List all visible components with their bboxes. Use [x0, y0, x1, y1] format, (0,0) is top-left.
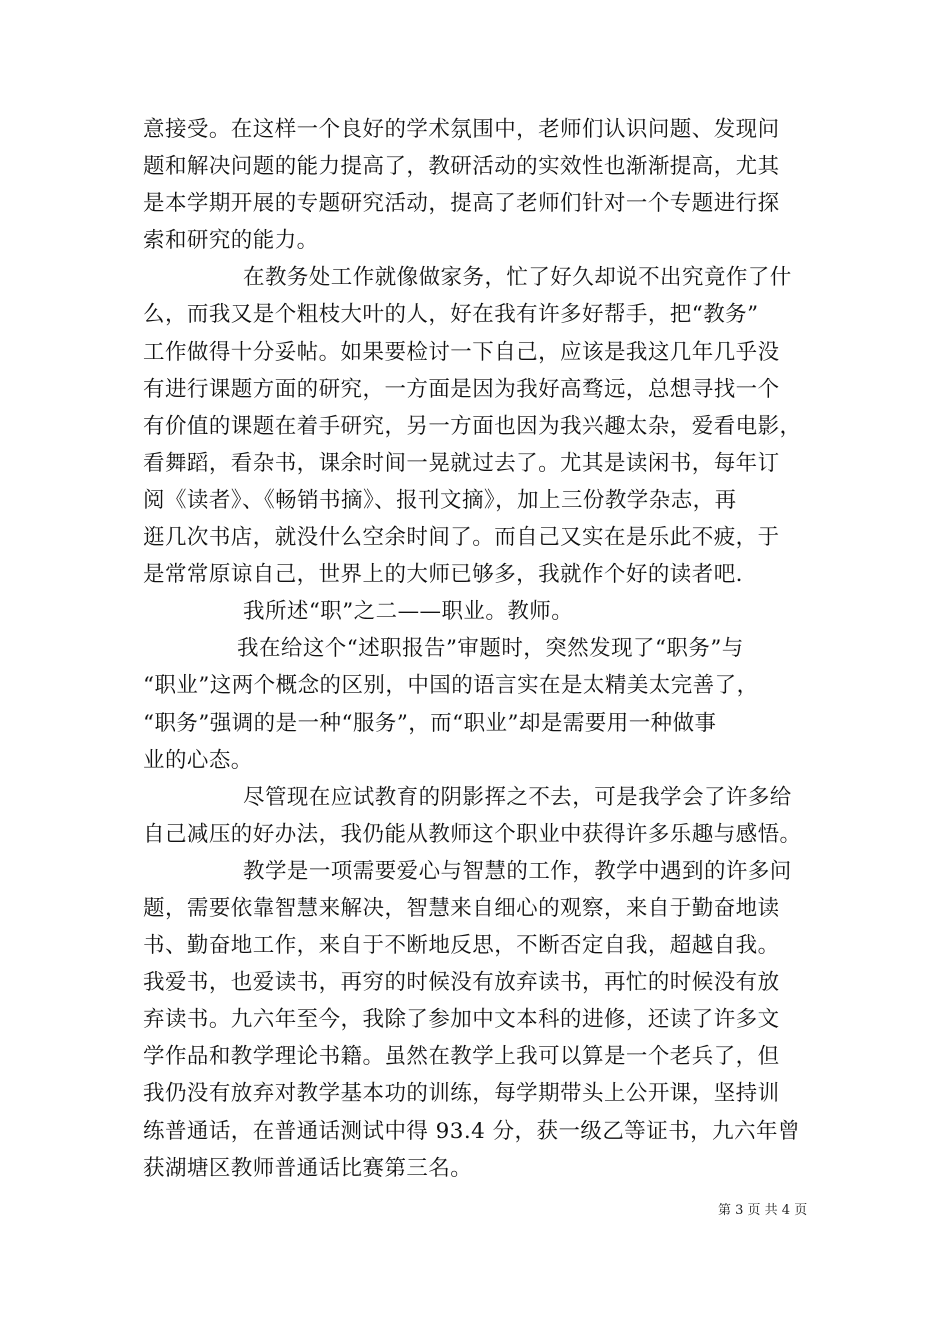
text-line: 我仍没有放弃对教学基本功的训练，每学期带头上公开课，坚持训	[143, 1081, 780, 1107]
text-line: 我在给这个“述职报告”审题时，突然发现了“职务”与	[237, 636, 744, 662]
text-line: 意接受。在这样一个良好的学术氛围中，老师们认识问题、发现问	[143, 117, 780, 142]
text-line: 自己减压的好办法，我仍能从教师这个职业中获得许多乐趣与感悟。	[143, 821, 802, 847]
text-line: “职务”强调的是一种“服务”，而“职业”却是需要用一种做事	[143, 710, 717, 736]
text-line: 弃读书。九六年至今，我除了参加中文本科的进修，还读了许多文	[143, 1007, 780, 1033]
text-line: 是本学期开展的专题研究活动，提高了老师们针对一个专题进行探	[143, 191, 780, 217]
text-line: 获湖塘区教师普通话比赛第三名。	[143, 1155, 473, 1181]
text-line: 尽管现在应试教育的阴影挥之不去，可是我学会了许多给	[243, 784, 792, 810]
text-line: 在教务处工作就像做家务，忙了好久却说不出究竟作了什	[243, 265, 792, 291]
text-line: 么，而我又是个粗枝大叶的人，好在我有许多好帮手，把“教务”	[143, 302, 759, 328]
text-line: 有价值的课题在着手研究，另一方面也因为我兴趣太杂，爱看电影，	[143, 413, 802, 439]
text-line: 题和解决问题的能力提高了，教研活动的实效性也渐渐提高，尤其	[143, 154, 780, 180]
text-line: 阅《读者》、《畅销书摘》、报刊文摘》，加上三份教学杂志，再	[143, 487, 737, 513]
text-line: 工作做得十分妥帖。如果要检讨一下自己，应该是我这几年几乎没	[143, 339, 780, 365]
text-line: 题，需要依靠智慧来解决，智慧来自细心的观察，来自于勤奋地读	[143, 895, 780, 921]
text-line: 索和研究的能力。	[143, 228, 319, 254]
text-line: 业的心态。	[143, 747, 253, 773]
text-line: 练普通话，在普通话测试中得 93.4 分，获一级乙等证书，九六年曾	[143, 1118, 800, 1144]
text-line: 学作品和教学理论书籍。虽然在教学上我可以算是一个老兵了，但	[143, 1044, 780, 1070]
text-line: 我所述“职”之二——职业。教师。	[243, 599, 574, 625]
text-line: 有进行课题方面的研究，一方面是因为我好高骛远，总想寻找一个	[143, 376, 780, 402]
text-line: 看舞蹈，看杂书，课余时间一晃就过去了。尤其是读闲书，每年订	[143, 450, 780, 476]
text-line: 我爱书，也爱读书，再穷的时候没有放弃读书，再忙的时候没有放	[143, 970, 780, 996]
page-number: 第 3 页 共 4 页	[718, 1203, 808, 1218]
text-line: 是常常原谅自己，世界上的大师已够多，我就作个好的读者吧.	[143, 562, 743, 588]
text-line: 书、勤奋地工作，来自于不断地反思，不断否定自我，超越自我。	[143, 933, 780, 959]
text-line: 逛几次书店，就没什么空余时间了。而自己又实在是乐此不疲，于	[143, 525, 780, 551]
text-line: “职业”这两个概念的区别，中国的语言实在是太精美太完善了，	[143, 673, 759, 699]
text-line: 教学是一项需要爱心与智慧的工作，教学中遇到的许多问	[243, 858, 792, 884]
document-body	[143, 111, 829, 1187]
